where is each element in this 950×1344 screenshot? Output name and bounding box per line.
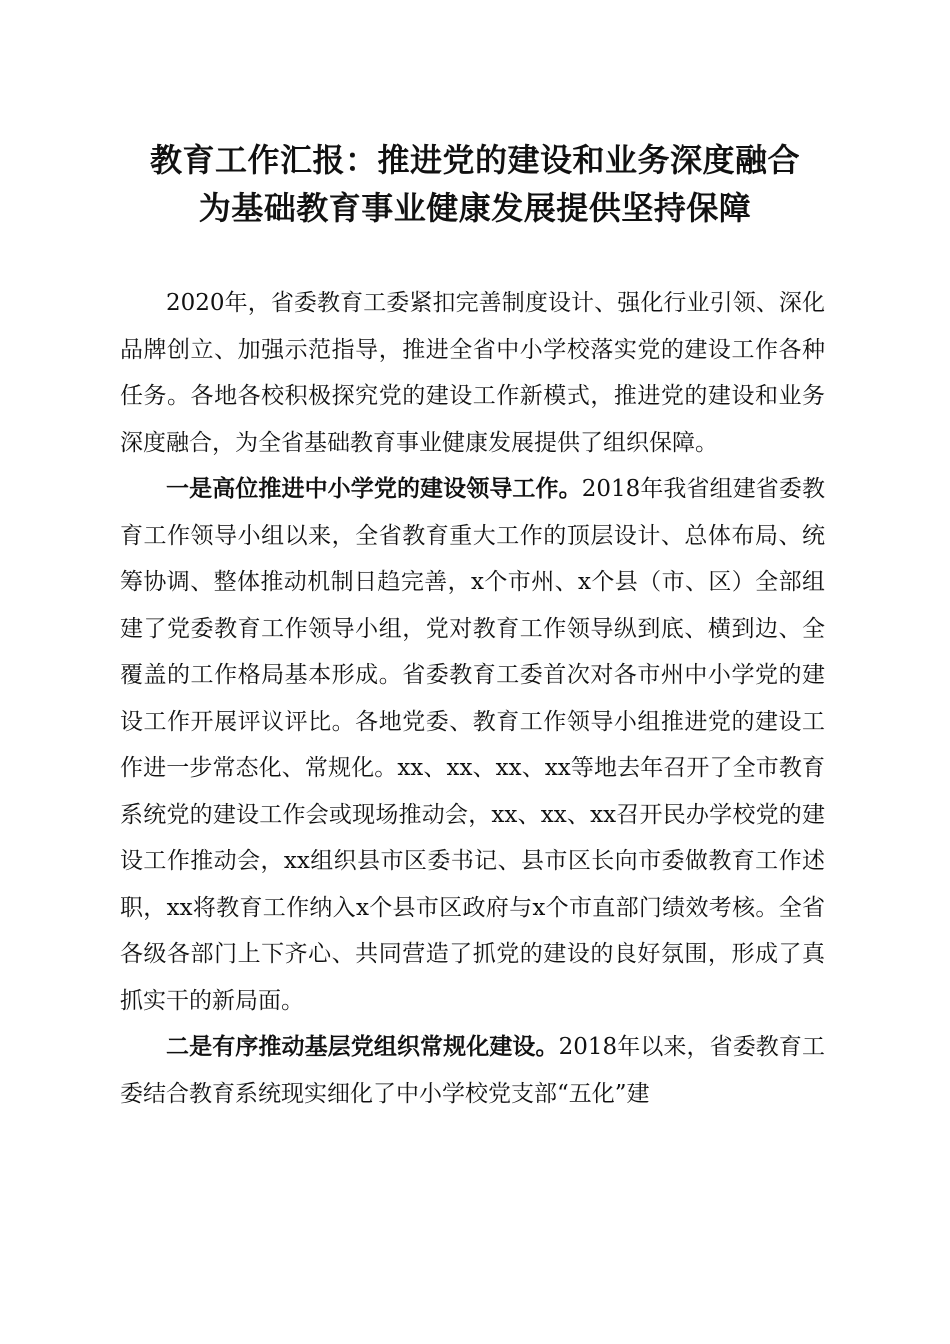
section-1-text: 2018年我省组建省委教育工作领导小组以来，全省教育重大工作的顶层设计、总体布局、统筹协调、整体推动机制日趋完善，x个市州、x个县（市、区）全部组建了党委教育工作领导小组，党对教育工作领导纵到底、横到边、全覆盖的工作格局基本形成。省委教育工委首次对各市州中小学党的建设工作开展评议评比。各地党委、教育工作领导小组推进党的建设工作进一步常态化、常规化。xx、xx、xx、xx等地去年召开了全市教育系统党的建设工作会或现场推动会，xx、xx、xx召开民办学校党的建设工作推动会，xx组织县市区委书记、县市区长向市委做教育工作述职，xx将教育工作纳入x个县市区政府与x个市直部门绩效考核。全省各级各部门上下齐心、共同营造了抓党的建设的良好氛围，形成了真抓实干的新局面。 <box>120 476 825 1014</box>
intro-paragraph: 2020年，省委教育工委紧扣完善制度设计、强化行业引领、深化品牌创立、加强示范指导，推进全省中小学校落实党的建设工作各种任务。各地各校积极探究党的建设工作新模式，推进党的建设和业务深度融合，为全省基础教育事业健康发展提供了组织保障。 <box>120 290 825 456</box>
section-1-heading: 一是高位推进中小学党的建设领导工作。 <box>166 475 582 502</box>
section-2-paragraph <box>120 1024 825 1117</box>
title-line-2: 为基础教育事业健康发展提供坚持保障 <box>198 189 752 227</box>
document-title <box>60 136 890 232</box>
document-body <box>120 280 825 1117</box>
section-2-text: 2018年以来，省委教育工委结合教育系统现实细化了中小学校党支部“五化”建 <box>120 1034 825 1107</box>
section-2-heading: 二是有序推动基层党组织常规化建设。 <box>166 1033 559 1060</box>
section-1-paragraph <box>120 466 825 1024</box>
title-line-1: 教育工作汇报：推进党的建设和业务深度融合 <box>149 141 800 179</box>
